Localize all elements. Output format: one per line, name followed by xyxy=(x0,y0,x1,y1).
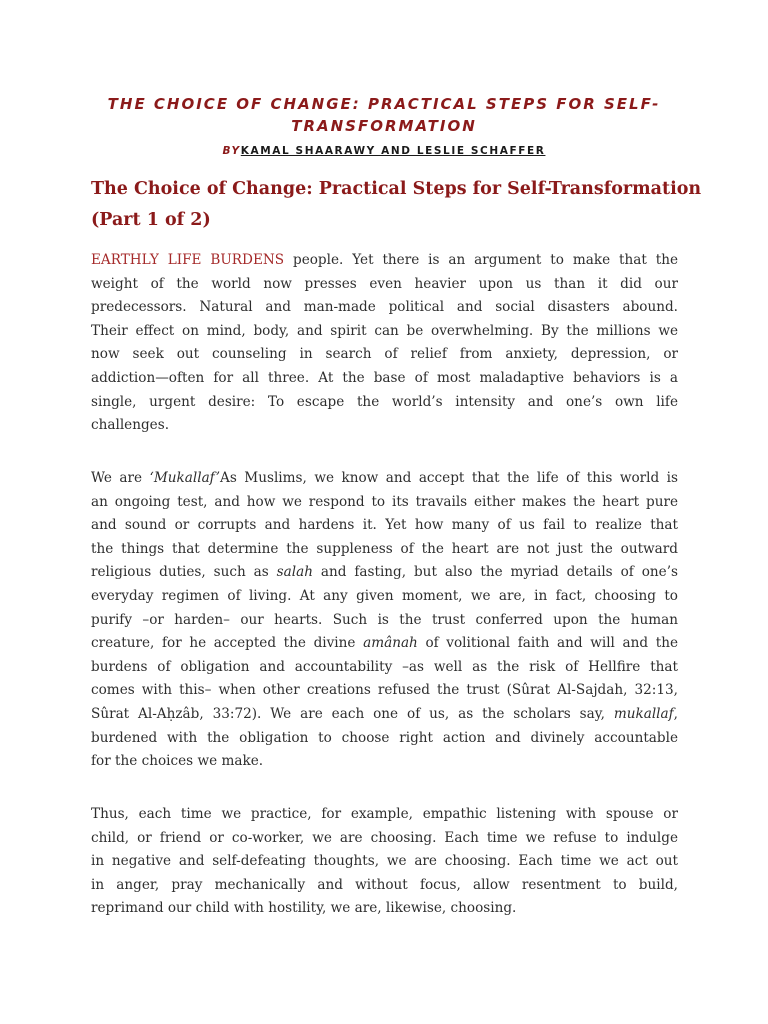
paragraph-line: and sound or corrupts and hardens it. Yet how many of us fail to realize that xyxy=(91,517,678,534)
lead-in-phrase: EARTHLY LIFE BURDENS xyxy=(91,252,285,268)
paragraph-line: in anger, pray mechanically and without focus, allow resentment to build, xyxy=(91,876,678,893)
paragraph-line: comes with this– when other creations refused the trust (Sûrat Al-Sajdah, 32:13, xyxy=(91,682,678,699)
text-run: We are xyxy=(91,470,150,486)
text-run: , xyxy=(673,705,678,722)
paragraph-line: the things that determine the suppleness of the heart are not just the outward xyxy=(91,540,678,557)
italic-term: ‘Mukallaf’ xyxy=(149,470,221,486)
paragraph-line: reprimand our child with hostility, we are, likewise, choosing. xyxy=(91,900,517,917)
paragraph-line: purify –or harden– our hearts. Such is the trust conferred upon the human xyxy=(91,611,678,628)
text-run: Sûrat Al-Aḥzâb, 33:72). We are each one of us, as the scholars say, xyxy=(91,705,614,722)
section-heading-line-1: The Choice of Change: Practical Steps for Self-Transformation xyxy=(91,179,702,199)
paragraph-line: challenges. xyxy=(91,417,170,434)
text-run: and fasting, but also the myriad details of one’s xyxy=(312,564,678,581)
text-run: As Muslims, we know and accept that the life of this world is xyxy=(220,470,678,486)
text-run: religious duties, such as xyxy=(91,564,277,581)
paragraph-line: Thus, each time we practice, for example, empathic listening with spouse or xyxy=(91,806,678,822)
paragraph-3 xyxy=(91,803,678,921)
paragraph-line: addiction—often for all three. At the base of most maladaptive behaviors is a xyxy=(91,369,678,386)
paragraph-line xyxy=(91,467,678,491)
paragraph-line xyxy=(91,632,678,656)
text-run: of volitional faith and will and the xyxy=(417,635,678,652)
paragraph-line: burdened with the obligation to choose right action and divinely accountable xyxy=(91,729,678,746)
paragraph-line: now seek out counseling in search of relief from anxiety, depression, or xyxy=(91,346,678,363)
paragraph-line: weight of the world now presses even heavier upon us than it did our xyxy=(91,275,678,292)
italic-term: salah xyxy=(276,564,313,581)
section-heading xyxy=(91,174,702,236)
paragraph-line xyxy=(91,703,678,727)
paragraph-1 xyxy=(91,249,678,438)
article-title-line-1: THE CHOICE OF CHANGE: PRACTICAL STEPS FOR SELF- xyxy=(107,95,661,113)
paragraph-line: for the choices we make. xyxy=(91,753,264,770)
text-run: creature, for he accepted the divine xyxy=(91,635,364,652)
paragraph-line xyxy=(91,561,678,585)
paragraph-line: in negative and self-defeating thoughts, we are choosing. Each time we act out xyxy=(91,853,678,870)
paragraph-2 xyxy=(91,467,678,774)
paragraph-line: an ongoing test, and how we respond to its travails either makes the heart pure xyxy=(91,493,678,510)
section-heading-line-2: (Part 1 of 2) xyxy=(91,210,211,230)
byline-authors-link[interactable]: KAMAL SHAARAWY AND LESLIE SCHAFFER xyxy=(240,145,546,157)
byline xyxy=(90,143,678,159)
paragraph-line: child, or friend or co-worker, we are choosing. Each time we refuse to indulge xyxy=(91,829,678,846)
paragraph-line: single, urgent desire: To escape the world’s intensity and one’s own life xyxy=(91,393,678,410)
paragraph-line: Their effect on mind, body, and spirit can be overwhelming. By the millions we xyxy=(91,322,678,339)
article-title-line-2: TRANSFORMATION xyxy=(291,117,477,135)
byline-prefix: BY xyxy=(222,145,241,157)
paragraph-line xyxy=(91,249,678,273)
italic-term: amânah xyxy=(363,635,418,652)
text-run: people. Yet there is an argument to make that the xyxy=(284,252,678,268)
paragraph-line: burdens of obligation and accountability –as well as the risk of Hellfire that xyxy=(91,658,678,675)
article-title xyxy=(90,93,678,137)
paragraph-line: predecessors. Natural and man-made political and social disasters abound. xyxy=(91,299,678,316)
paragraph-line: everyday regimen of living. At any given moment, we are, in fact, choosing to xyxy=(91,587,678,604)
italic-term: mukallaf xyxy=(613,705,674,722)
